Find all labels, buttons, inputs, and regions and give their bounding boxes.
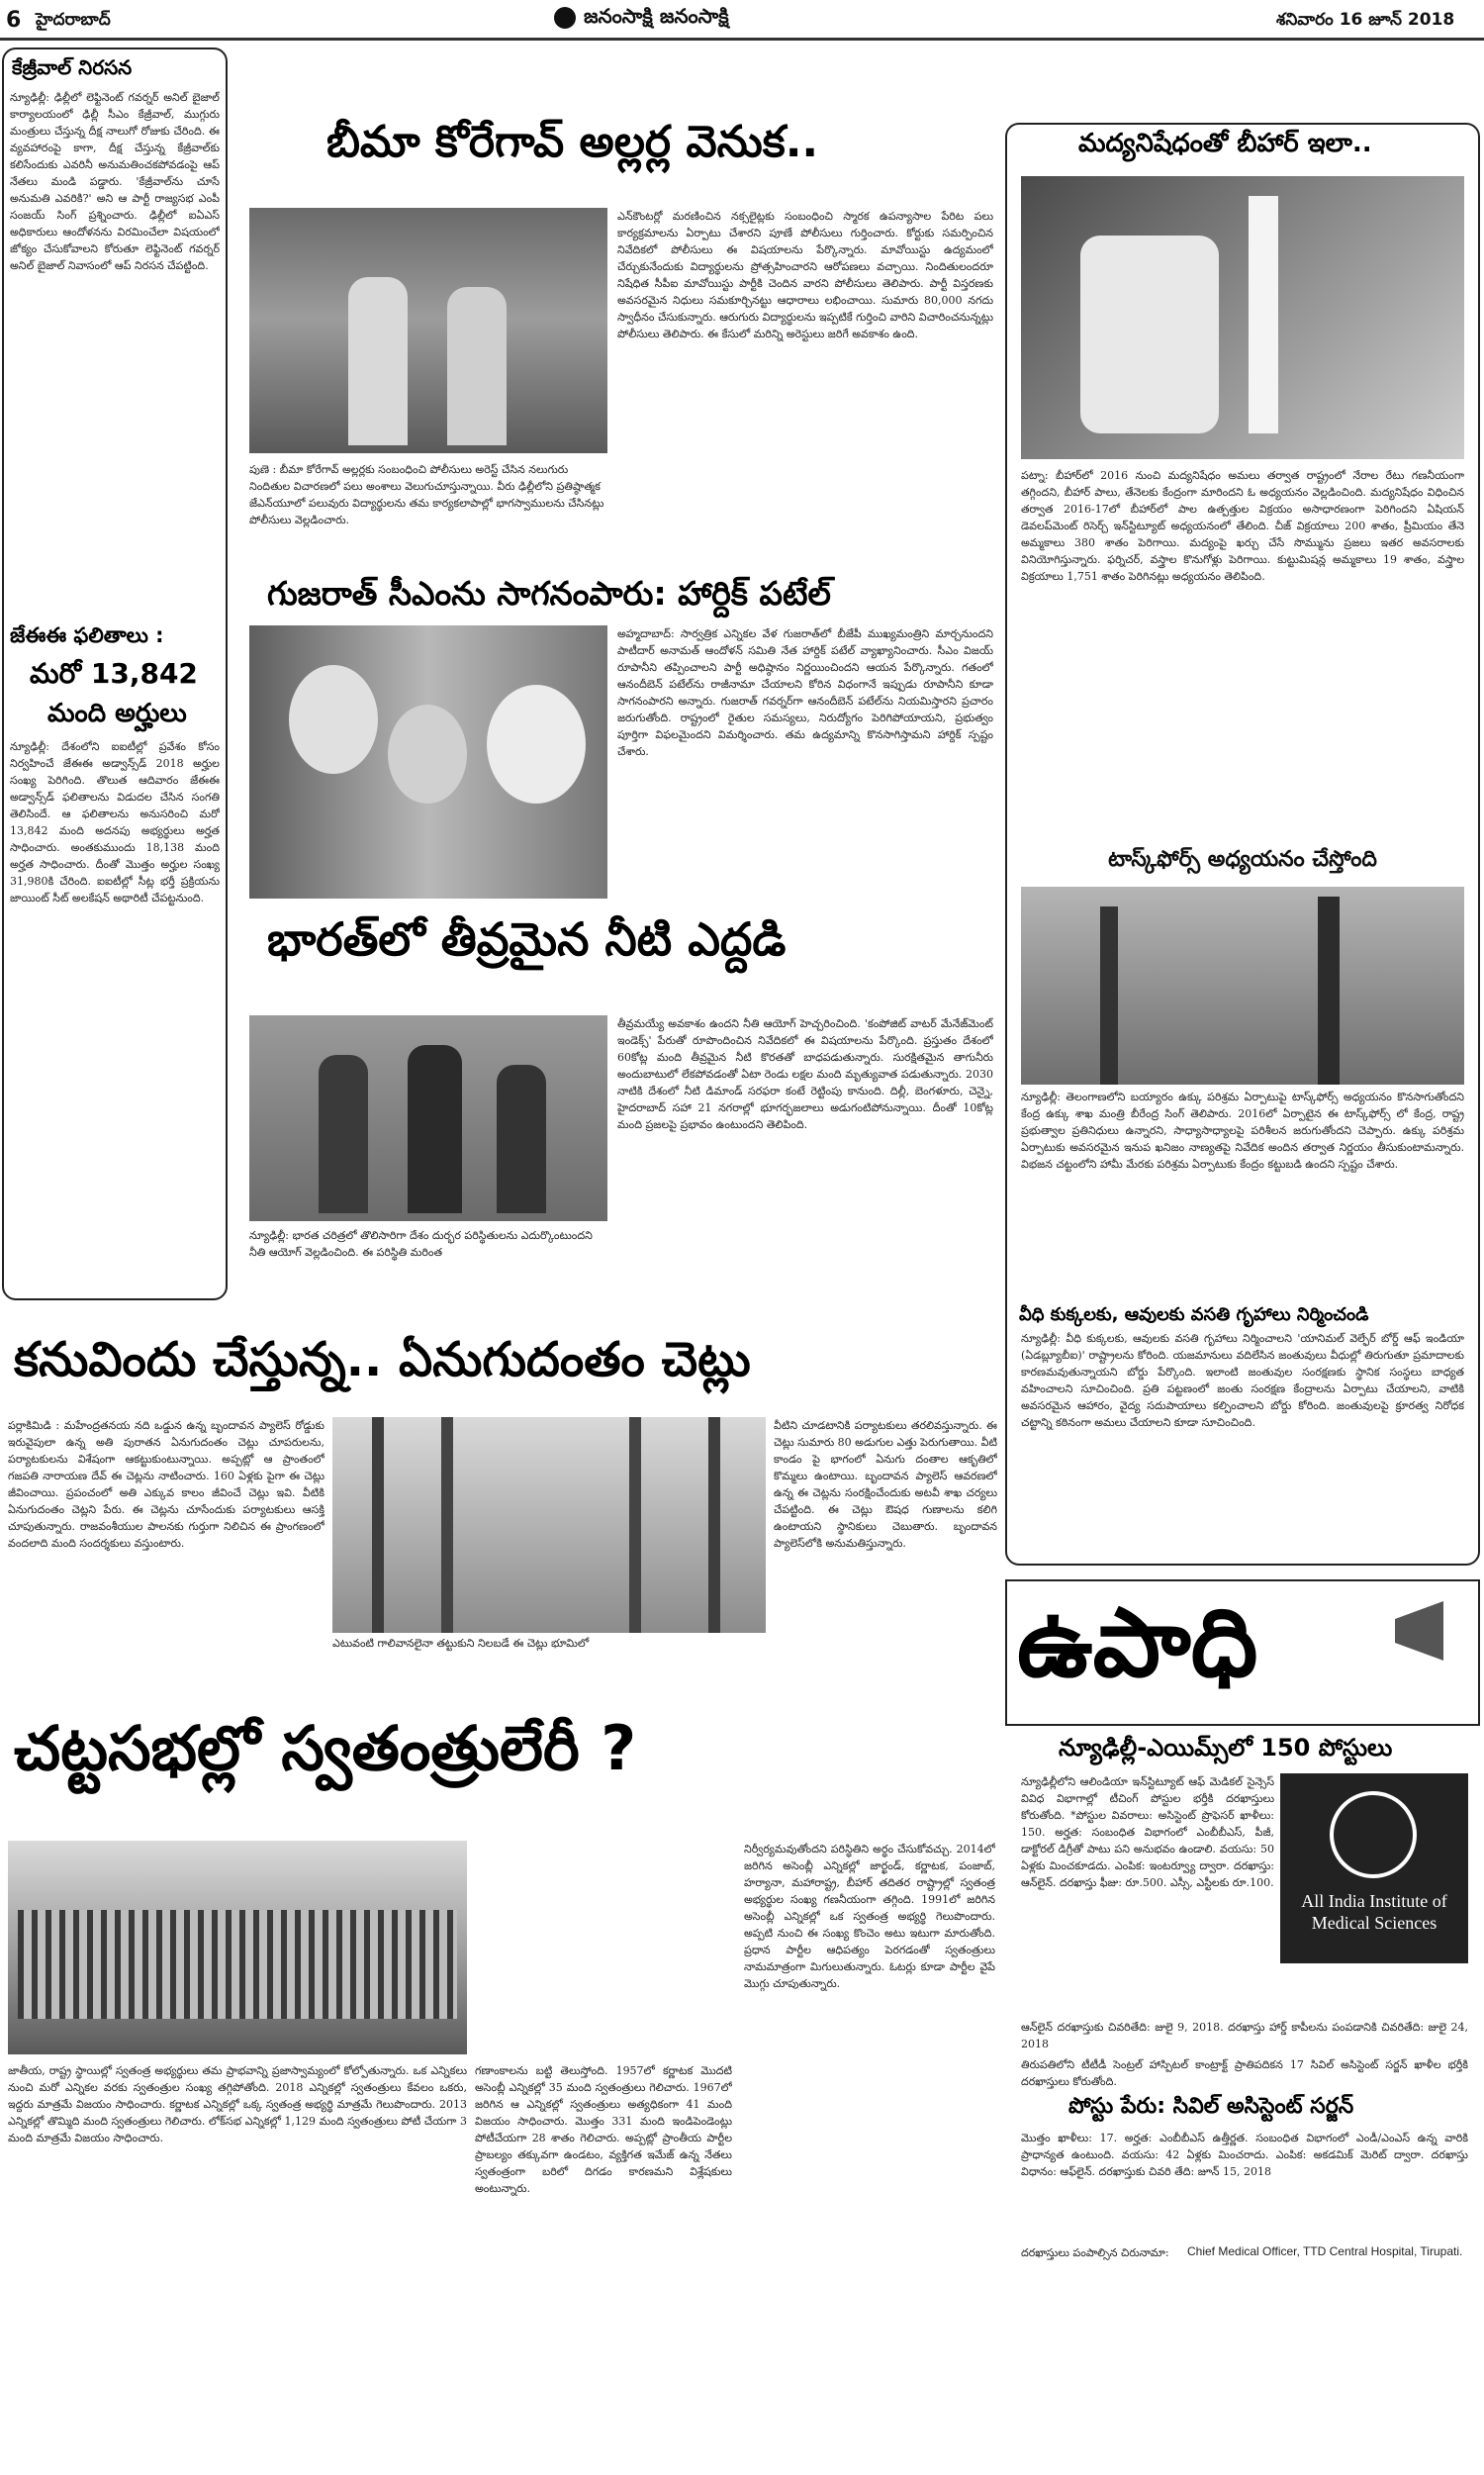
taskforce-body: న్యూఢిల్లీ: తెలంగాణలోని బయ్యారం ఉక్కు పరిశ్రమ ఏర్పాటుపై టాస్క్‌ఫోర్స్ అధ్యయనం కొనసాగుతోందని కేంద్ర ఉక్కు శాఖ మంత్రి బీరేంద్ర సింగ్ తెలిపారు. 2016లో ఏర్పాటైన ఈ టాస్క్‌ఫోర్స్ లో కేంద్ర, రాష్ట్ర ప్రభుత్వాల ప్రతినిధులు ఉన్నారని, సాధ్యాసాధ్యాలపై పరిశీలన జరుగుతోందని చెప్పారు. ఉక్కు పరిశ్రమ ఏర్పాటుకు అవసరమైన ఇనుప ఖనిజం నాణ్యతపై నివేదిక అందిన తర్వాత నిర్ణయం తీసుకుంటామన్నారు. విభజన చట్టంలోని హామీ మేరకు పరిశ్రమ ఏర్పాటుకు కేంద్రం కట్టుబడి ఉందని స్పష్టం చేశారు.	[1021, 1091, 1464, 1171]
tree-trunk	[372, 1417, 384, 1633]
trees-caption: ఎటువంటి గాలివానలైనా తట్టుకుని నిలబడే ఈ చెట్లు భూమిలో	[332, 1637, 590, 1650]
official-figure	[497, 1065, 546, 1213]
paper-name: జనంసాక్షి జనంసాక్షి	[584, 3, 729, 28]
page-number: 6	[6, 8, 22, 33]
aiims-emblem-icon	[1330, 1791, 1417, 1878]
masthead-date: శనివారం 16 జూన్ 2018	[1276, 10, 1455, 30]
water-photo	[249, 1015, 607, 1221]
dogs-headline: వీధి కుక్కలకు, ఆవులకు వసతి గృహాలు నిర్మించండి	[1019, 1304, 1369, 1325]
water-body: తీవ్రమయ్యే అవకాశం ఉందని నీతి ఆయోగ్ హెచ్చరించింది. 'కంపోజిట్ వాటర్ మేనేజ్‌మెంట్ ఇండెక్స్' పేరుతో రూపొందించిన నివేదికలో ఈ విషయాలను పేర్కొంది. ప్రస్తుతం దేశంలో 60కోట్ల మంది తీవ్రమైన నీటి కొరతతో బాధపడుతున్నారు. సురక్షితమైన తాగునీరు అందుబాటులో లేకపోవడంతో ఏటా రెండు లక్షల మంది మృత్యువాత పడుతున్నారు. 2030 నాటికి దేశంలో నీటి డిమాండ్ సరఫరా కంటే రెట్టింపు కానుంది. దిల్లీ, బెంగళూరు, చెన్నై, హైదరాబాద్ సహా 21 నగరాల్లో భూగర్భజలాలు అడుగంటిపోనున్నాయి. దీంతో 10కోట్ల మంది ప్రజలపై ప్రభావం ఉంటుందని తెలిపింది.	[617, 1017, 993, 1131]
independents-body-left: జాతీయ, రాష్ట్ర స్థాయిల్లో స్వతంత్ర అభ్యర్థులు తమ ప్రాభవాన్ని ప్రజాస్వామ్యంలో కోల్పోతున్నారు. ఒక ఎన్నికలు నుంచి మరో ఎన్నికల వరకు స్వతంత్రుల సంఖ్య తగ్గిపోతోంది. 2018 ఎన్నికల్లో స్వతంత్రులు కేవలం ఒకరు, ఇద్దరు మాత్రమే విజయం సాధించారు. కర్ణాటక ఎన్నికల్లో ఒక్క స్వతంత్ర అభ్యర్థి మాత్రమే గెలుపొందారు. 2013 ఎన్నికల్లో తొమ్మిది మంది స్వతంత్రులు గెలిచారు. లోక్‌సభ ఎన్నికల్లో 1,129 మంది స్వతంత్రులు పోటీ చేయగా 3 మంది మాత్రమే విజయం సాధించారు.	[8, 2064, 467, 2144]
masthead-city: హైదరాబాద్	[36, 10, 111, 30]
trees-body-left: పర్లాకిమిడి : మహేంద్రతనయ నది ఒడ్డున ఉన్న బృందావన ప్యాలెస్ రోడ్డుకు ఇరువైపులా ఉన్న అతి పురాతన ఏనుగుదంతం చెట్లు చూపరులను, పర్యాటకులను విశేషంగా ఆకట్టుకుంటున్నాయి. అప్పట్లో ఆ ప్రాంతంలో గజపతి నారాయణ దేవ్ ఈ చెట్లను నాటించారు. 160 ఏళ్లకు పైగా ఈ చెట్లు జీవించాయి. ప్రపంచంలో అతి ఎక్కువ కాలం జీవించే చెట్లు ఇవి. వీటికి ఏనుగుదంతం చెట్లని పేరు. ఈ చెట్లను చూసేందుకు పర్యాటకులు ఆసక్తి చూపుతున్నారు. రాజవంశీయుల పాలనకు గుర్తుగా నిలిచిన ఈ ప్రాంగణంలో వందలాది మంది సందర్శకులు వస్తుంటారు.	[8, 1419, 325, 1550]
jobs-headline: న్యూఢిల్లీ-ఎయిమ్స్‌లో 150 పోస్టులు	[1059, 1734, 1393, 1761]
police-figure	[348, 277, 408, 445]
face-3	[487, 685, 586, 804]
jobs-banner	[1005, 1579, 1480, 1726]
bhima-photo	[249, 208, 607, 453]
milk-stream	[1249, 196, 1278, 433]
police-figure	[447, 287, 507, 445]
milk-photo	[1021, 176, 1464, 459]
parliament-building	[18, 1910, 457, 2019]
bhima-caption: పుణె : బీమా కోరేగావ్ అల్లర్లకు సంబంధించి పోలీసులు అరెస్ట్ చేసిన నలుగురు నిందితుల విచారణలో పలు అంశాలు వెలుగుచూస్తున్నాయి. వీరు ఢిల్లీలోని ప్రతిష్ఠాత్మక జేఎన్‌యూలో పలువురు విద్యార్థులను తమ కార్యకలాపాల్లో భాగస్వాములను చేసినట్లు పోలీసులు వెల్లడించారు.	[249, 463, 604, 526]
face-2	[388, 705, 467, 804]
left-story2-headline-1: జేఈఈ ఫలితాలు :	[10, 623, 164, 647]
aiims-name: All India Institute of Medical Sciences	[1301, 1891, 1447, 1933]
bhima-body: ఎన్‌కౌంటర్లో మరణించిన నక్సలైట్లకు సంబంధించి స్మారక ఉపన్యాసాల పేరిట పలు కార్యక్రమాలను ఏర్పాటు చేశారని పూణే పోలీసులు గుర్తించారు. కోర్టుకు సమర్పించిన నివేదికలో పోలీసులు ఈ విషయాలను పేర్కొన్నారు. మావోయిస్టు ఉద్యమంలో చేర్చుకునేందుకు విద్యార్థులను ప్రోత్సహించారని ఆరోపణలు వచ్చాయి. నిందితులందరూ నిషేధిత సీపీఐ మావోయిస్టు పార్టీకి చెందిన వారని పోలీసులు తెలిపారు. పార్టీ విస్తరణకు అవసరమైన నిధులు సమకూర్చినట్టు ఆధారాలు లభించాయి. సుమారు 80,000 నగదు స్వాధీనం చేసుకున్నారు. ఆరుగురు విద్యార్థులను ఇప్పటికే గుర్తించి వారిని విచారించనున్నట్లు పోలీసులు తెలిపారు. ఈ కేసులో మరిన్ని అరెస్టులు జరిగే అవకాశం ఉంది.	[617, 210, 993, 340]
taskforce-headline: టాస్క్‌ఫోర్స్ అధ్యయనం చేస్తోంది	[1108, 847, 1377, 872]
tree-trunk	[629, 1417, 641, 1633]
paper-logo	[554, 2, 910, 34]
masthead-rule	[0, 38, 1484, 41]
water-headline: భారత్‌లో తీవ్రమైన నీటి ఎద్దడి	[267, 912, 787, 966]
jobs-address-label: దరఖాస్తులు పంపాల్సిన చిరునామా:	[1021, 2246, 1169, 2259]
hardik-photo	[249, 625, 607, 899]
steel-plant-photo	[1021, 887, 1464, 1085]
aiims-logo-box	[1280, 1773, 1468, 1963]
official-figure	[319, 1055, 368, 1213]
logo-icon	[554, 7, 576, 29]
left-story2-headline-2: మరో 13,842	[30, 657, 198, 690]
jobs-sub-intro: తిరుపతిలోని టీటీడీ సెంట్రల్ హాస్పిటల్ కాంట్రాక్ట్ ప్రాతిపదికన 17 సివిల్ అసిస్టెంట్ సర్జన్ ఖాళీల భర్తీకి దరఖాస్తులు కోరుతోంది.	[1021, 2058, 1468, 2088]
jobs-address: Chief Medical Officer, TTD Central Hospital, Tirupati.	[1187, 2244, 1463, 2258]
tree-trunk	[441, 1417, 453, 1633]
megaphone-icon	[1395, 1601, 1464, 1661]
milk-can	[1080, 236, 1219, 433]
jobs-body: న్యూఢిల్లీలోని ఆలిండియా ఇన్‌స్టిట్యూట్ ఆఫ్ మెడికల్ సైన్సెస్ వివిధ విభాగాల్లో టీచింగ్ పోస్టుల భర్తీకి దరఖాస్తులు కోరుతోంది. *పోస్టుల వివరాలు: అసిస్టెంట్ ప్రొఫెసర్ ఖాళీలు: 150. అర్హత: సంబంధిత విభాగంలో ఎంబీబీఎస్, పీజీ, డాక్టోరల్ డిగ్రీతో పాటు పని అనుభవం ఉండాలి. వయసు: 50 ఏళ్లకు మించకూడదు. ఎంపిక: ఇంటర్వ్యూ ద్వారా. దరఖాస్తు: ఆన్‌లైన్. దరఖాస్తు ఫీజు: రూ.500. ఎస్సీ, ఎస్టీలకు రూ.100.	[1021, 1775, 1274, 1889]
chimney	[1318, 897, 1340, 1085]
independents-headline: చట్టసభల్లో స్వతంత్రులేరీ ?	[14, 1712, 637, 1784]
official-figure	[408, 1045, 462, 1213]
jobs-banner-word: ఉపాధి	[1017, 1587, 1258, 1698]
milk-headline: మద్యనిషేధంతో బీహార్ ఇలా..	[1078, 129, 1372, 158]
left-story1-body: న్యూఢిల్లీ: ఢిల్లీలో లెఫ్టినెంట్ గవర్నర్ అనిల్ బైజాల్ కార్యాలయంలో ఢిల్లీ సీఎం కేజ్రీవాల్, ముగ్గురు మంత్రులు చేస్తున్న దీక్ష నాలుగో రోజుకు చేరింది. ఈ వ్యవహారంపై కాగా, దీక్ష చేస్తున్న కేజ్రీవాల్‌కు కలిసేందుకు ఎవరినీ అనుమతించకపోవడంపై ఆప్ నేతలు మండి పడ్డారు. 'కేజ్రీవాల్‌ను చూసే అనుమతి ఎవరికి?' అని ఆ పార్టీ రాజ్యసభ ఎంపీ సంజయ్ సింగ్ ప్రశ్నించారు. ఢిల్లీలో ఐఏఎస్ అధికారులు ఆందోళనను విరమించేలా విషయంలో జోక్యం చేసుకోవాలని కోరుతూ లెఫ్టినెంట్ గవర్నర్ అనిల్ బైజాల్ నివాసంలో ఆప్ నిరసన చేపట్టింది.	[10, 91, 220, 272]
trees-headline: కనువిందు చేస్తున్న.. ఏనుగుదంతం చెట్లు	[14, 1332, 751, 1387]
milk-body: పట్నా: బీహార్‌లో 2016 నుంచి మద్యనిషేధం అమలు తర్వాత రాష్ట్రంలో నేరాల రేటు గణనీయంగా తగ్గిందని, బీహార్ పాలు, తేనెలకు కేంద్రంగా మారిందని ఓ అధ్యయనం వెల్లడించింది. మద్యనిషేధం విధించిన తర్వాత 2016-17లో బీహార్‌లో పాల ఉత్పత్తుల విక్రయం అసాధారణంగా పెరిగిందని ఏషియన్ డెవలప్‌మెంట్ రిసెర్చ్ ఇన్‌స్టిట్యూట్ అధ్యయనంలో తేలింది. చీజ్ విక్రయాలు 200 శాతం, ప్రీమియం తేనె అమ్మకాలు 380 శాతం పెరిగాయి. మద్యంపై ఖర్చు చేసే సొమ్మును ప్రజలు ఇతర అవసరాలకు వినియోగిస్తున్నారు. ఫర్నిచర్, వస్త్రాల కొనుగోళ్లు పెరిగాయి. కుట్టుమిషన్ల అమ్మకాలు 19 శాతం, వస్త్రాల విక్రయాలు 1,751 శాతం పెరిగినట్లు అధ్యయనం తెలిపింది.	[1021, 469, 1464, 583]
left-story1-headline: కేజ్రీవాల్ నిరసన	[12, 55, 133, 79]
dogs-body: న్యూఢిల్లీ: వీధి కుక్కలకు, ఆవులకు వసతి గృహాలు నిర్మించాలని 'యానిమల్ వెల్ఫేర్ బోర్డ్ ఆఫ్ ఇండియా (ఏడబ్ల్యూబీఐ)' రాష్ట్రాలను కోరింది. యజమానులు వదిలేసిన జంతువులు వీధుల్లో తిరుగుతూ ప్రమాదాలకు కారణమవుతున్నాయని బోర్డు పేర్కొంది. ఇలాంటి జంతువుల సంరక్షణకు స్థానిక సంస్థలు బాధ్యత వహించాలని సూచించింది. ప్రతి పట్టణంలో జంతు సంరక్షణ కేంద్రాలను ఏర్పాటు చేయాలని, వాటికి అవసరమైన ఆహారం, వైద్య సదుపాయాలు కల్పించాలని బోర్డు కోరింది. జంతువులపై క్రూరత్వ నిరోధక చట్టాన్ని కఠినంగా అమలు చేయాలని కూడా సూచించింది.	[1021, 1332, 1464, 1429]
left-story2-headline-3: మంది అర్హులు	[47, 699, 187, 728]
independents-body-mid: గణాంకాలను బట్టి తెలుస్తోంది. 1957లో కర్ణాటక మొదటి అసెంబ్లీ ఎన్నికల్లో 35 మంది స్వతంత్రులు గెలిచారు. 1967లో జరిగిన ఆ ఎన్నికల్లో స్వతంత్రులు అత్యధికంగా 41 మంది విజయం సాధించారు. మొత్తం 331 మంది ఇండిపెండెంట్లు పోటీచేయగా 28 శాతం గెలిచారు. అప్పట్లో ప్రాంతీయ పార్టీల ప్రాబల్యం తక్కువగా ఉండటం, వ్యక్తిగత ఇమేజ్ ఉన్న నేతలు స్వతంత్రంగా బరిలో దిగడం కారణమని విశ్లేషకులు అంటున్నారు.	[475, 2064, 732, 2195]
bhima-headline: బీమా కోరేగావ్ అల్లర్ల వెనుక..	[326, 117, 819, 167]
water-caption: న్యూఢిల్లీ: భారత చరిత్రలో తొలిసారిగా దేశం దుర్భర పరిస్థితులను ఎదుర్కొంటుందని నీతి ఆయోగ్ వెల్లడించింది. ఈ పరిస్థితి మరింత	[249, 1229, 593, 1259]
hardik-headline: గుజరాత్ సీఎంను సాగనంపారు: హార్దిక్ పటేల్	[267, 574, 831, 613]
jobs-dates: ఆన్‌లైన్ దరఖాస్తుకు చివరితేది: జులై 9, 2018. దరఖాస్తు హార్డ్ కాపీలను పంపడానికి చివరితేది: జులై 24, 2018	[1021, 2021, 1468, 2050]
trees-photo	[332, 1417, 766, 1633]
chimney	[1100, 906, 1118, 1085]
tree-trunk	[708, 1417, 720, 1633]
independents-body-right: నిర్వీర్యమవుతోందని పరిస్థితిని అర్థం చేసుకోవచ్చు. 2014లో జరిగిన అసెంబ్లీ ఎన్నికల్లో జార్ఖండ్, కర్ణాటక, పంజాబ్, హర్యానా, మహారాష్ట్ర, బీహార్ తదితర రాష్ట్రాల్లో స్వతంత్ర అభ్యర్థుల సంఖ్య గణనీయంగా తగ్గింది. 1991లో జరిగిన అసెంబ్లీ ఎన్నికల్లో ఒక స్వతంత్ర అభ్యర్థి గెలుపొందారు. అప్పటి నుంచి ఈ సంఖ్య కొంచెం అటు ఇటుగా మారుతోంది. ప్రధాన పార్టీల ఆధిపత్యం పెరగడంతో స్వతంత్రులు నామమాత్రంగా మిగులుతున్నారు. ఓటర్లు కూడా పార్టీల వైపే మొగ్గు చూపుతున్నారు.	[744, 1843, 995, 1990]
trees-body-right: వీటిని చూడటానికి పర్యాటకులు తరలివస్తున్నారు. ఈ చెట్లు సుమారు 80 అడుగుల ఎత్తు పెరుగుతాయి. వీటి కాండం పై భాగంలో ఏనుగు దంతాల ఆకృతిలో కొమ్మలు ఉంటాయి. బృందావన ప్యాలెస్ ఆవరణలో ఉన్న ఈ చెట్లను సంరక్షించేందుకు అటవీ శాఖ చర్యలు చేపట్టింది. ఈ చెట్లు ఔషధ గుణాలను కలిగి ఉంటాయని స్థానికులు చెబుతారు. బృందావన ప్యాలెస్‌లోకి అనుమతిస్తున్నారు.	[774, 1419, 997, 1550]
left-story2-body: న్యూఢిల్లీ: దేశంలోని ఐఐటీల్లో ప్రవేశం కోసం నిర్వహించే జేఈఈ అడ్వాన్స్‌డ్ 2018 అర్హుల సంఖ్య పెరిగింది. తొలుత ఆదివారం జేఈఈ అడ్వాన్స్‌డ్ ఫలితాలను విడుదల చేసిన సంగతి తెలిసిందే. ఆ ఫలితాలను అనుసరించి మరో 13,842 మంది అదనపు అభ్యర్థులు అర్హత సాధించారు. అంతకుముందు 18,138 మంది అర్హత సాధించారు. దీంతో మొత్తం అర్హుల సంఖ్య 31,980కి చేరింది. ఐఐటీల్లో సీట్ల భర్తీ ప్రక్రియను జాయింట్ సీట్ అలకేషన్ అథారిటీ చేపట్టనుంది.	[10, 740, 220, 904]
parliament-photo	[8, 1841, 467, 2054]
face-1	[289, 665, 378, 774]
hardik-body: అహ్మదాబాద్: సార్వత్రిక ఎన్నికల వేళ గుజరాత్‌లో బీజేపీ ముఖ్యమంత్రిని మార్చనుందని పాటీదార్ అనామత్ ఆందోళన్ సమితి నేత హార్దిక్ పటేల్ వ్యాఖ్యానించారు. సీఎం విజయ్ రూపానీని తప్పించాలని పార్టీ అధిష్ఠానం నిర్ణయించిందని ఆయన పేర్కొన్నారు. గతంలో ఆనందీబెన్ పటేల్‌ను రాజీనామా చేయాలని కోరిన విధంగానే ఇప్పుడు రూపానీని కూడా సాగనంపారని అన్నారు. గుజరాత్ గవర్నర్‌గా ఆనందీబెన్ పటేల్‌ను నియమిస్తారని ప్రచారం జరుగుతోంది. రాష్ట్రంలో రైతుల సమస్యలు, నిరుద్యోగం పెరిగిపోయాయని, ప్రభుత్వం పూర్తిగా విఫలమైందని విమర్శించారు. తమ ఉద్యమాన్ని కొనసాగిస్తామని హార్దిక్ స్పష్టం చేశారు.	[617, 627, 993, 758]
jobs-sub-headline: పోస్టు పేరు: సివిల్ అసిస్టెంట్ సర్జన్	[1068, 2094, 1354, 2119]
jobs-sub-body: మొత్తం ఖాళీలు: 17. అర్హత: ఎంబీబీఎస్ ఉత్తీర్ణత. సంబంధిత విభాగంలో ఎండీ/ఎంఎస్ ఉన్న వారికి ప్రాధాన్యత ఉంటుంది. వయసు: 42 ఏళ్లకు మించరాదు. ఎంపిక: అకడమిక్ మెరిట్ ద్వారా. దరఖాస్తు విధానం: ఆఫ్‌లైన్. దరఖాస్తుకు చివరి తేది: జూన్ 15, 2018	[1021, 2132, 1468, 2178]
